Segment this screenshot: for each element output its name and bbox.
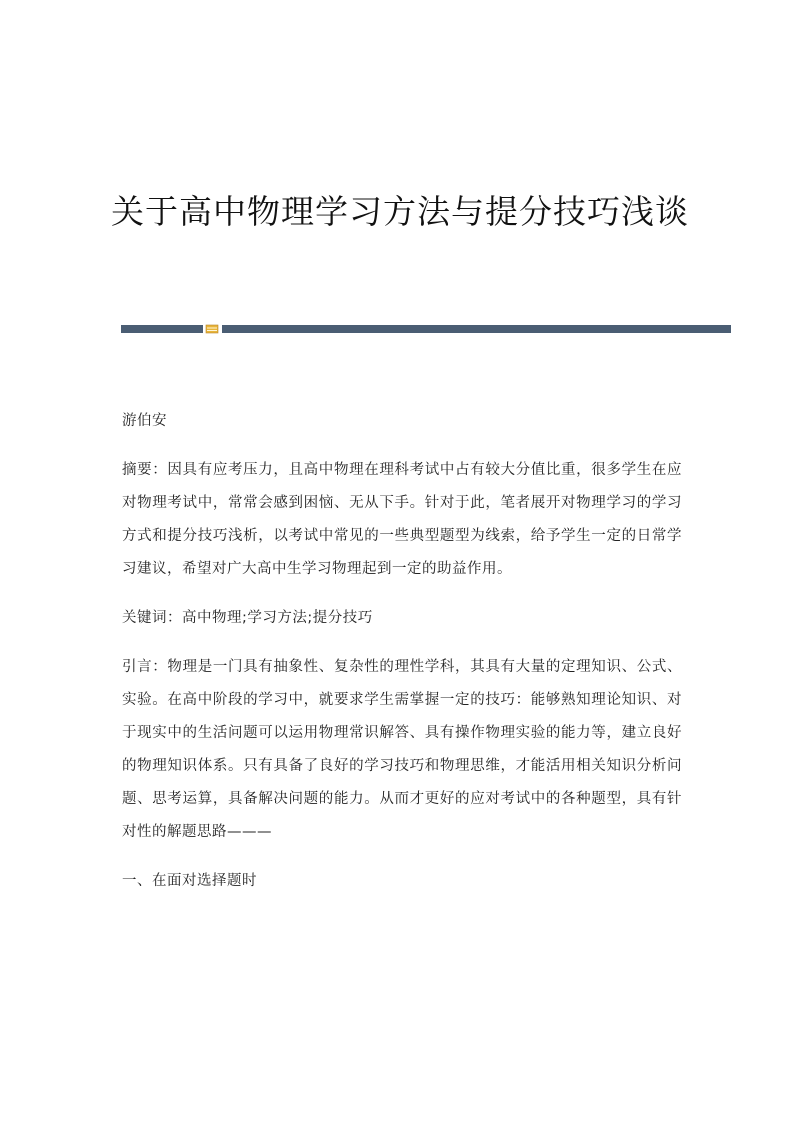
divider-bar-right (222, 325, 731, 333)
document-title: 关于高中物理学习方法与提分技巧浅谈 (111, 192, 689, 231)
introduction-paragraph: 引言：物理是一门具有抽象性、复杂性的理性学科，其具有大量的定理知识、公式、实验。在高中阶段的学习中，就要求学生需掌握一定的技巧：能够熟知理论知识、对于现实中的生活问题可以运用物理常识解答、具有操作物理实验的能力等，建立良好的物理知识体系。只有具备了良好的学习技巧和物理思维，才能活用相关知识分析问题、思考运算，具备解决问题的能力。从而才更好的应对考试中的各种题型，具有针对性的解题思路——— (122, 659, 682, 840)
keywords-paragraph: 关键词：高中物理;学习方法;提分技巧 (122, 610, 373, 626)
author-name: 游伯安 (122, 413, 167, 429)
title-divider (121, 325, 731, 333)
abstract-paragraph: 摘要：因具有应考压力，且高中物理在理科考试中占有较大分值比重，很多学生在应对物理考试中，常常会感到困恼、无从下手。针对于此，笔者展开对物理学习的学习方式和提分技巧浅析，以考试中常见的一些典型题型为线索，给予学生一定的日常学习建议，希望对广大高中生学习物理起到一定的助益作用。 (122, 462, 682, 577)
pencil-ornament-icon (205, 324, 219, 334)
section-heading: 一、在面对选择题时 (122, 873, 257, 889)
divider-bar-left (121, 325, 203, 333)
document-body (122, 405, 682, 914)
